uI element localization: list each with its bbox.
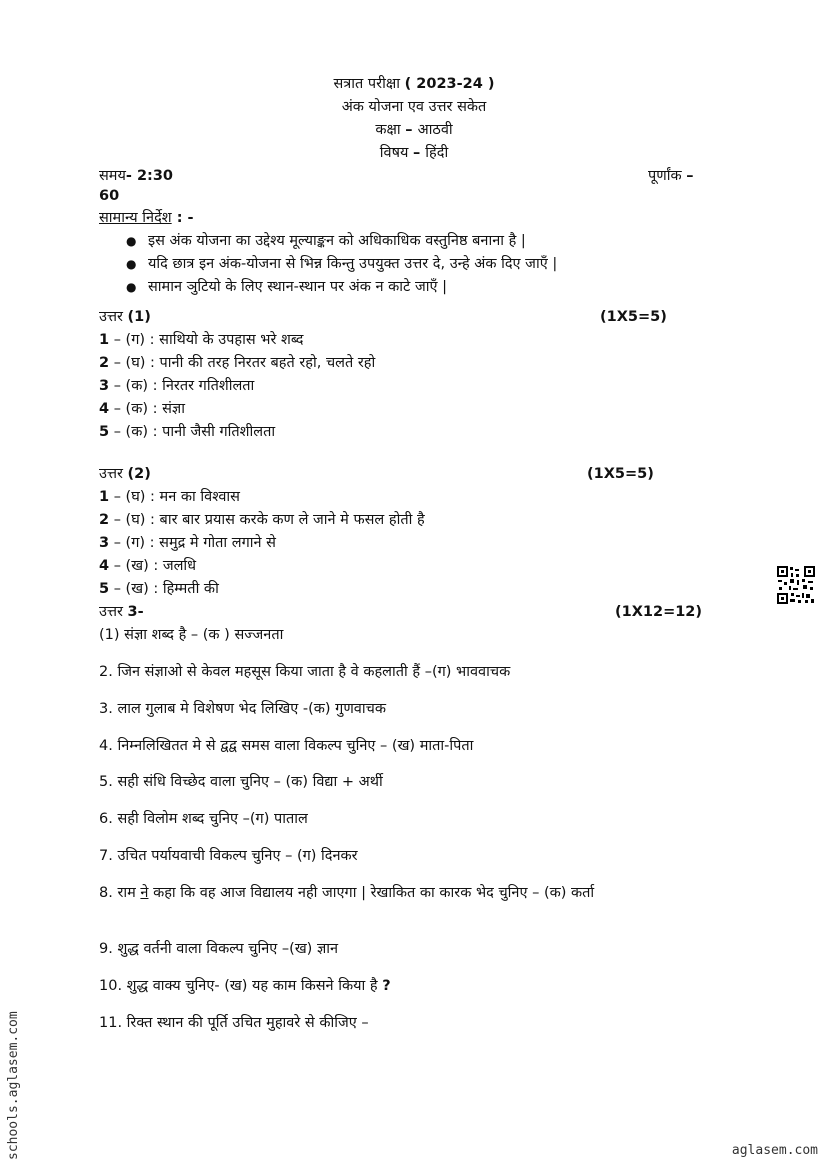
bullet-icon: ● bbox=[126, 234, 137, 248]
instruction-item: यदि छात्र इन अंक-योजना से भिन्न किन्तु उपयुक्त उत्तर दे, उन्हे अंक दिए जाएँ | bbox=[148, 256, 558, 272]
instruction-item: इस अंक योजना का उद्देश्य मूल्याङ्कन को अधिकाधिक वस्तुनिष्ठ बनाना है | bbox=[148, 233, 526, 249]
exam-title: सत्रात परीक्षा ( 2023-24 ) bbox=[333, 76, 495, 92]
answer-1-heading: उत्तर (1) bbox=[99, 309, 151, 325]
answer-line: 2 – (घ) : बार बार प्रयास करके कण ले जाने मे फसल होती है bbox=[99, 512, 425, 528]
answer-line: 4. निम्नलिखितत मे से द्वद्व समस वाला विकल्प चुनिए – (ख) माता-पिता bbox=[99, 738, 474, 754]
answer-1-marks: (1X5=5) bbox=[600, 309, 667, 325]
answer-3-marks: (1X12=12) bbox=[615, 604, 703, 620]
class-line: कक्षा – आठवी bbox=[375, 122, 453, 138]
answer-2-marks: (1X5=5) bbox=[587, 466, 654, 482]
marking-scheme-title: अंक योजना एव उत्तर सकेत bbox=[341, 99, 487, 115]
answer-3-heading: उत्तर 3- bbox=[99, 604, 144, 620]
footer-watermark: aglasem.com bbox=[731, 1143, 818, 1158]
answer-line: 7. उचित पर्यायवाची विकल्प चुनिए – (ग) दिनकर bbox=[99, 848, 358, 864]
qr-code-icon bbox=[776, 565, 816, 605]
answer-line: 6. सही विलोम शब्द चुनिए –(ग) पाताल bbox=[99, 811, 308, 827]
bullet-icon: ● bbox=[126, 280, 137, 294]
answer-line: 5 – (ख) : हिम्मती की bbox=[99, 581, 219, 597]
instruction-item: सामान ञुटियो के लिए स्थान-स्थान पर अंक न काटे जाएँ | bbox=[148, 279, 447, 295]
answer-line: 1 – (ग) : साथियो के उपहास भरे शब्द bbox=[99, 332, 304, 348]
total-marks-label: पूर्णांक – bbox=[648, 168, 694, 184]
side-watermark: schools.aglasem.com bbox=[6, 1011, 21, 1160]
answer-2-heading: उत्तर (2) bbox=[99, 466, 151, 482]
answer-line: 5. सही संधि विच्छेद वाला चुनिए – (क) विद्या + अर्थी bbox=[99, 774, 383, 790]
bullet-icon: ● bbox=[126, 257, 137, 271]
answer-line: (1) संज्ञा शब्द है – (क ) सज्जनता bbox=[99, 627, 284, 643]
answer-line: 3 – (ग) : समुद्र मे गोता लगाने से bbox=[99, 535, 276, 551]
answer-line: 4 – (क) : संज्ञा bbox=[99, 401, 185, 417]
answer-line: 2 – (घ) : पानी की तरह निरतर बहते रहो, चलते रहो bbox=[99, 355, 376, 371]
answer-line: 8. राम ने कहा कि वह आज विद्यालय नही जाएगा | रेखाकित का कारक भेद चुनिए – (क) कर्ता bbox=[99, 885, 595, 901]
answer-line: 4 – (ख) : जलधि bbox=[99, 558, 197, 574]
total-marks-value: 60 bbox=[99, 188, 120, 204]
time-label: समय- 2:30 bbox=[99, 168, 174, 184]
answer-line: 11. रिक्त स्थान की पूर्ति उचित मुहावरे से कीजिए – bbox=[99, 1015, 369, 1031]
answer-line: 5 – (क) : पानी जैसी गतिशीलता bbox=[99, 424, 276, 440]
subject-line: विषय – हिंदी bbox=[379, 145, 449, 161]
answer-line: 3. लाल गुलाब मे विशेषण भेद लिखिए -(क) गुणवाचक bbox=[99, 701, 386, 717]
answer-line: 1 – (घ) : मन का विश्वास bbox=[99, 489, 240, 505]
answer-line: 3 – (क) : निरतर गतिशीलता bbox=[99, 378, 255, 394]
answer-line: 9. शुद्ध वर्तनी वाला विकल्प चुनिए –(ख) ज्ञान bbox=[99, 941, 339, 957]
answer-line: 10. शुद्ध वाक्य चुनिए- (ख) यह काम किसने किया है ? bbox=[99, 978, 391, 994]
instructions-title: सामान्य निर्देश : - bbox=[99, 210, 194, 226]
answer-line: 2. जिन संज्ञाओ से केवल महसूस किया जाता है वे कहलाती हैं –(ग) भाववाचक bbox=[99, 664, 511, 680]
